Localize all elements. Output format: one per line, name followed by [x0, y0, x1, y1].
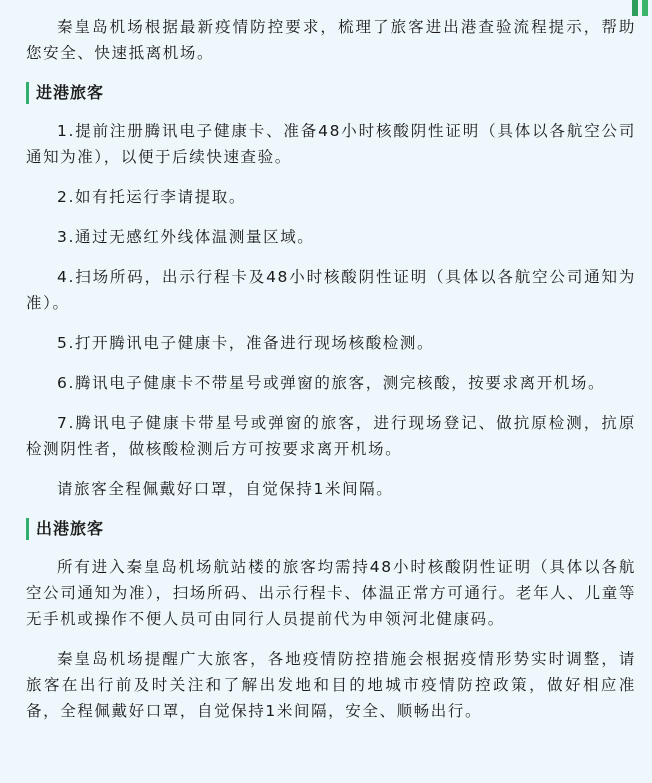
departure-heading: 出港旅客	[26, 516, 636, 542]
arrival-heading: 进港旅客	[26, 80, 636, 106]
article-content	[26, 14, 636, 738]
departure-reminder: 秦皇岛机场提醒广大旅客，各地疫情防控措施会根据疫情形势实时调整，请旅客在出行前及时关注和了解出发地和目的地城市疫情防控政策，做好相应准备，全程佩戴好口罩，自觉保持1米间隔，安全、顺畅出行。	[26, 650, 636, 720]
arrival-step-5: 5.打开腾讯电子健康卡，准备进行现场核酸检测。	[57, 334, 435, 352]
intro-paragraph: 秦皇岛机场根据最新疫情防控要求，梳理了旅客进出港查验流程提示，帮助您安全、快速抵离机场。	[26, 18, 636, 62]
arrival-step-6: 6.腾讯电子健康卡不带星号或弹窗的旅客，测完核酸，按要求离开机场。	[57, 374, 606, 392]
arrival-step-4: 4.扫场所码，出示行程卡及48小时核酸阴性证明（具体以各航空公司通知为准）。	[26, 268, 636, 312]
arrival-step-2: 2.如有托运行李请提取。	[57, 188, 246, 206]
arrival-step-3: 3.通过无感红外线体温测量区域。	[57, 228, 315, 246]
arrival-step-7: 7.腾讯电子健康卡带星号或弹窗的旅客，进行现场登记、做抗原检测，抗原检测阴性者，做核酸检测后方可按要求离开机场。	[26, 414, 636, 458]
departure-body: 所有进入秦皇岛机场航站楼的旅客均需持48小时核酸阴性证明（具体以各航空公司通知为准），扫场所码、出示行程卡、体温正常方可通行。老年人、儿童等无手机或操作不便人员可由同行人员提前代为申领河北健康码。	[26, 558, 636, 628]
arrival-step-1: 1.提前注册腾讯电子健康卡、准备48小时核酸阴性证明（具体以各航空公司通知为准），以便于后续快速查验。	[26, 122, 636, 166]
mask-note: 请旅客全程佩戴好口罩，自觉保持1米间隔。	[57, 480, 394, 498]
